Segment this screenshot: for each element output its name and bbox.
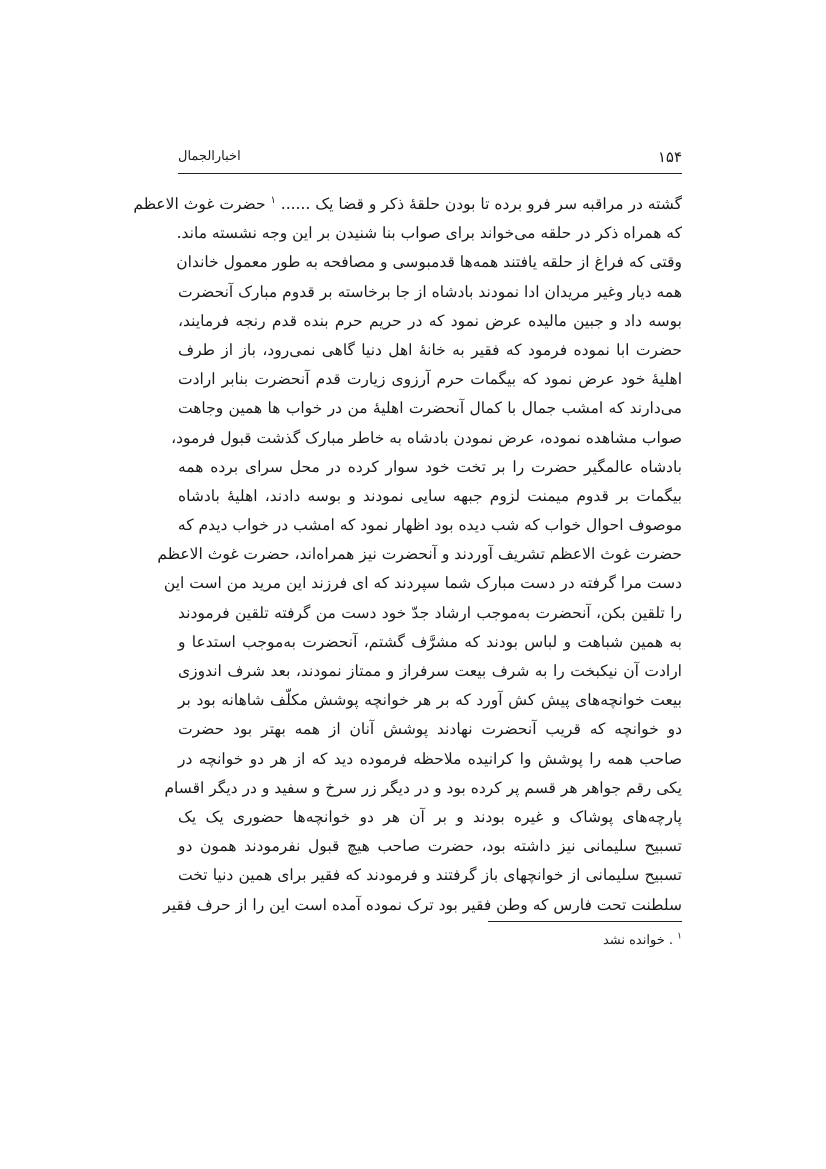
text-line: ارادت آن نیکبخت را به شرف بیعت سرفراز و ممتاز نمودند، بعد شرف اندوزی <box>178 662 682 680</box>
text-line: تسبیح سلیمانی نیز داشته بود، حضرت صاحب هیچ قبول نفرمودند همون دو <box>178 837 682 856</box>
text-line: پارچه‌های پوشاک و غیره بودند و بر آن هر دو خوانچه‌ها حضوری یک یک <box>178 807 682 826</box>
text-line: بوسه داد و جبین مالیده عرض نمود که در حریم حرم بنده قدم رنجه فرمایند، <box>178 311 682 330</box>
text-line: وقتی که فراغ از حلقه یافتند همه‌ها قدمبوسی و مصافحه به طور معمول خاندان <box>176 253 682 272</box>
text-line: سلطنت تحت فارس که وطن فقیر بود ترک نموده آمده است این را از حرف فقیر <box>163 895 682 914</box>
page-header <box>178 146 682 168</box>
text-line: همه دیار وغیر مریدان ادا نمودند بادشاه از جا برخاسته بر قدوم مبارک آنحضرت <box>178 282 682 301</box>
text-line: یکی رقم جواهر هر قسم پر کرده بود و در دیگر زر سرخ و سفید و در دیگر اقسام <box>164 778 682 797</box>
text-line: بیگمات بر قدوم میمنت لزوم جبهه سایی نمودند و بوسه دادند، اهلیهٔ بادشاه <box>178 486 682 505</box>
text-line: موصوف احوال خواب که شب دیده بود اظهار نمود که امشب در خواب دیدم که <box>177 516 682 535</box>
text-line: بیعت خوانچه‌های پیش کش آورد که بر هر خوانچه پوشش مکلّف شاهانه بود بر <box>178 691 682 710</box>
text-line: را تلقین بکن، آنحضرت به‌موجب ارشاد جدّ خود دست من گرفته تلقین فرمودند <box>178 603 682 622</box>
text-line: می‌دارند که امشب جمال با کمال آنحضرت اهلیهٔ من در خواب ها همین وجاهت <box>178 399 682 418</box>
text-line: اهلیهٔ خود عرض نمود که بیگمات حرم آرزوی زیارت قدم آنحضرت بنابر ارادت <box>178 370 682 389</box>
footnote-text: . خوانده نشد <box>602 933 674 948</box>
text-line: تسبیح سلیمانی از خوانچهای باز گرفتند و فرمودند که فقیر برای همین دنیا تخت <box>178 866 682 885</box>
header-rule <box>178 173 682 174</box>
text-line: حضرت غوث الاعظم تشریف آوردند و آنحضرت نیز همراه‌اند، حضرت غوث الاعظم <box>157 545 682 564</box>
text-line-start: گشته در مراقبه سر فرو برده تا بودن حلقهٔ ذکر و قضا یک ...... <box>280 195 682 213</box>
text-line: دست مرا گرفته در دست مبارک شما سپردند که ای فرزند این مرید من است این <box>163 574 682 593</box>
text-line: دو خوانچه که قریب آنحضرت نهادند پوشش آنان از همه بهتر بود حضرت <box>178 720 682 739</box>
footnote-reference: ۱ <box>270 194 276 206</box>
page-number: ۱۵۴ <box>657 148 682 166</box>
footnote <box>178 930 682 952</box>
text-line: حضرت ابا نموده فرمود که فقیر به خانهٔ اهل دنیا گاهی نمی‌رود، باز از طرف <box>178 340 682 359</box>
text-line-end: حضرت غوث الاعظم <box>133 195 266 213</box>
text-line: صاحب همه را پوشش وا کرانیده ملاحظه فرموده دید که از هر دو خوانچه در <box>178 749 682 768</box>
text-line: که همراه ذکر در حلقه می‌خواند برای صواب بنا شنیدن بر این وجه نشسته ماند. <box>176 224 682 243</box>
text-line <box>133 190 682 219</box>
footnote-number: ۱ <box>677 931 682 942</box>
body-text <box>133 190 682 920</box>
running-title: اخبارالجمال <box>178 149 241 164</box>
text-line: به همین شباهت و لباس بودند که مشرَّف گشتم، آنحضرت به‌موجب استدعا و <box>178 632 682 651</box>
text-line: صواب مشاهده نموده، عرض نمودن بادشاه به خاطر مبارک گذشت قبول فرمود، <box>171 428 682 447</box>
text-line: بادشاه عالمگیر حضرت را بر تخت خود سوار کرده در محل سرای برده همه <box>178 457 682 476</box>
footnote-rule <box>488 921 682 922</box>
